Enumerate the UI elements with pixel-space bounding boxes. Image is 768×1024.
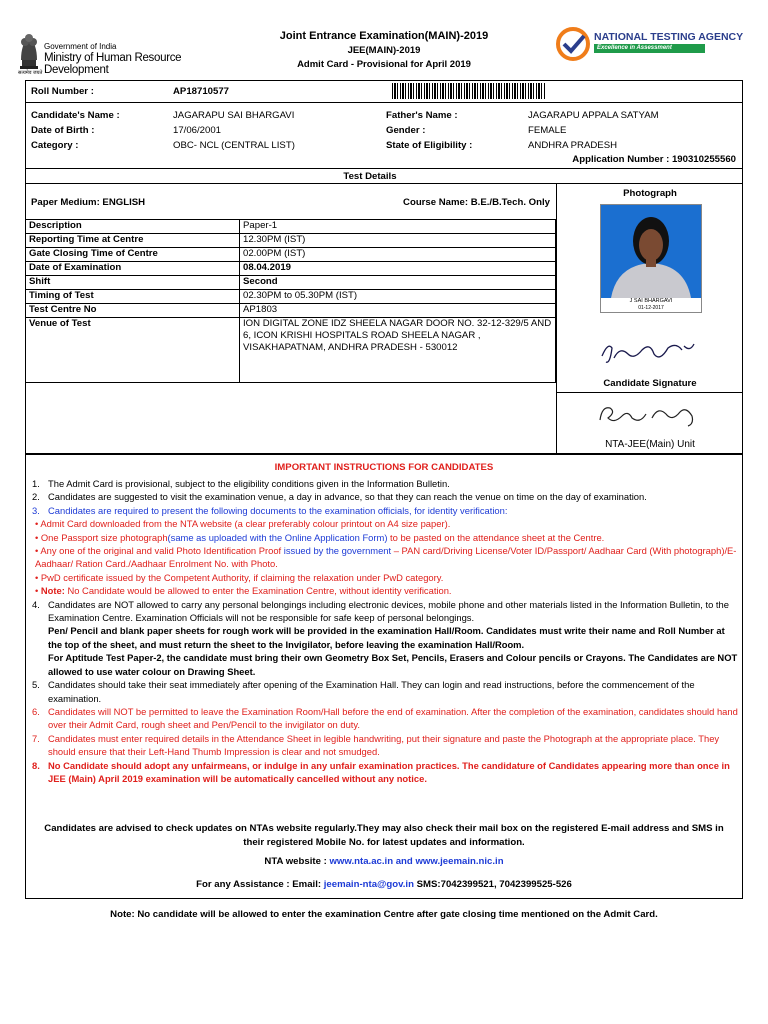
list-item: 7. Candidates must enter required details in the Attendance Sheet in legible handwriting, put their signature and paste the Photograph at the appropriate place. They should ensure that their Left-Hand Thumb Impression is clear and not smudged. [32, 732, 720, 758]
name-value: JAGARAPU SAI BHARGAVI [173, 110, 295, 121]
row-label: Date of Examination [26, 262, 240, 276]
email-link[interactable]: jeemain-nta@gov.in [323, 879, 414, 890]
table-row [26, 262, 556, 276]
dob-label: Date of Birth : [31, 125, 95, 136]
photo-caption-date: 01-12-2017 [638, 305, 664, 311]
gender-value: FEMALE [528, 125, 567, 136]
list-item: • PwD certificate issued by the Competent Authority, if claiming the relaxation under PwD category. [35, 571, 444, 583]
footer-note: Note: No candidate will be allowed to enter the examination Centre after gate closing time mentioned on the Admit Card. [110, 909, 658, 920]
footer-website: NTA website : www.nta.ac.in and www.jeemain.nic.in [264, 856, 504, 867]
father-label: Father's Name : [386, 110, 458, 121]
state-value: ANDHRA PRADESH [528, 140, 618, 151]
roll-label: Roll Number : [31, 86, 94, 97]
row-label: Shift [26, 276, 240, 290]
list-item: • Any one of the original and valid Photo Identification Proof issued by the government – PAN card/Driving License/Voter ID/Passport/ Aadhaar Card (With photograph)/E-Aadhaar/ Ration Card./Aadhaar Enrolment No. with Photo. [35, 545, 737, 570]
list-item: Pen/ Pencil and blank paper sheets for rough work will be provided in the examination Hall/Room. Candidates must write their name and Roll Number at the top of the sheet, and must return the sheet to the Invigilator, before leaving the examination Hall/Room. [48, 625, 725, 650]
nta-logo [556, 27, 756, 61]
gov-line2: Ministry of Human Resource Development [44, 52, 182, 76]
instructions-list [32, 477, 740, 785]
list-item: 8. No Candidate should adopt any unfairmeans, or indulge in any unfair examination practices. The candidature of Candidates appearing more than once in JEE (Main) April 2019 examination will be automatically cancelled without any notice. [32, 759, 730, 784]
list-item: 1. The Admit Card is provisional, subject to the eligibility conditions given in the Information Bulletin. [32, 478, 450, 489]
row-label: Reporting Time at Centre [26, 234, 240, 248]
gov-logo [18, 30, 218, 80]
exam-subtitle: JEE(MAIN)-2019 [347, 45, 421, 56]
father-value: JAGARAPU APPALA SATYAM [528, 110, 659, 121]
photo-heading: Photograph [623, 188, 677, 199]
row-value: Paper-1 [240, 220, 556, 234]
instructions-heading: IMPORTANT INSTRUCTIONS FOR CANDIDATES [274, 462, 494, 473]
footer-advice: Candidates are advised to check updates on NTAs website regularly.They may also check their mail box on the registered E-mail address and SMS in their registered Mobile No. for latest updates and information. [44, 823, 724, 848]
row-value: 02.30PM to 05.30PM (IST) [240, 290, 556, 304]
list-item: • One Passport size photograph(same as uploaded with the Online Application Form) to be pasted on the attendance sheet at the Centre. [35, 531, 605, 543]
website-link[interactable]: www.nta.ac.in and www.jeemain.nic.in [329, 856, 504, 867]
roll-value: AP18710577 [173, 86, 230, 97]
application-number: Application Number : 190310255560 [572, 154, 736, 165]
table-row [26, 290, 556, 304]
exam-title: Joint Entrance Examination(MAIN)-2019 [279, 30, 489, 42]
test-details-table [25, 219, 556, 383]
state-label: State of Eligibility : [386, 140, 473, 151]
venue-value: ION DIGITAL ZONE IDZ SHEELA NAGAR DOOR NO. 32-12-329/5 AND 6, ICON KRISHI HOSPITALS ROAD SHEELA NAGAR , VISAKHAPATNAM, ANDHRA PRADESH - 530012 [240, 318, 556, 383]
table-row [26, 276, 556, 290]
category-label: Category : [31, 140, 79, 151]
list-item: • Note: No Candidate would be allowed to enter the Examination Centre, without identity verification. [35, 585, 452, 597]
nta-name: NATIONAL TESTING AGENCY [594, 31, 744, 43]
table-row [26, 220, 556, 234]
candidate-signature-image [598, 338, 698, 370]
candidate-signature-label: Candidate Signature [603, 378, 697, 389]
row-value: 08.04.2019 [240, 262, 556, 276]
barcode-icon [392, 83, 546, 99]
photo-caption-name: J SAI BHARGAVI [629, 298, 673, 304]
category-value: OBC- NCL (CENTRAL LIST) [173, 140, 295, 151]
list-item: For Aptitude Test Paper-2, the candidate must bring their own Geometry Box Set, Pencils, Erasers and Colour pencils or Crayons. The Candidates are NOT allowed to use water colour on Drawing Sheet. [48, 652, 738, 677]
authority-signature-image [596, 400, 700, 430]
authority-label: NTA-JEE(Main) Unit [605, 439, 695, 450]
nta-logo-icon [556, 27, 590, 61]
test-details-heading: Test Details [343, 171, 397, 182]
dob-value: 17/06/2001 [173, 125, 222, 136]
table-row [26, 248, 556, 262]
candidate-photo [600, 204, 702, 313]
footer-assistance: For any Assistance : Email: jeemain-nta@gov.in SMS:7042399521, 7042399525-526 [196, 879, 572, 890]
list-item: 2. Candidates are suggested to visit the examination venue, a day in advance, so that they can reach the venue on time on the day of examination. [32, 491, 647, 503]
table-row [26, 318, 556, 383]
course-name: Course Name: B.E./B.Tech. Only [403, 197, 550, 208]
card-title: Admit Card - Provisional for April 2019 [297, 59, 471, 70]
ashoka-emblem-icon [18, 30, 40, 72]
gender-label: Gender : [386, 125, 426, 136]
list-item: 6. Candidates will NOT be permitted to leave the Examination Room/Hall before the end of examination. After the completion of the examination, candidates should hand over their Admit Card, rough sheet and Pen/Pencil to the invigilator on duty. [32, 705, 738, 731]
venue-label: Venue of Test [26, 318, 240, 383]
emblem-caption: सत्यमेव जयते [18, 70, 43, 76]
table-row [26, 304, 556, 318]
paper-medium: Paper Medium: ENGLISH [31, 197, 146, 208]
row-value: AP1803 [240, 304, 556, 318]
list-item: 4. Candidates are NOT allowed to carry any personal belongings including electronic devices, mobile phone and other materials listed in the Information Bulletin, to the Examination Centre. Examination Officials will not be responsible for safe keep of personal belongings. [32, 598, 729, 624]
row-label: Test Centre No [26, 304, 240, 318]
table-row [26, 234, 556, 248]
row-label: Gate Closing Time of Centre [26, 248, 240, 262]
nta-tagline: Excellence in Assessment [594, 44, 705, 53]
row-value: Second [240, 276, 556, 290]
list-item: • Admit Card downloaded from the NTA website (a clear preferably colour printout on A4 size paper). [35, 518, 451, 530]
gov-line1: Government of India [44, 42, 117, 51]
row-value: 02.00PM (IST) [240, 248, 556, 262]
row-value: 12.30PM (IST) [240, 234, 556, 248]
row-label: Description [26, 220, 240, 234]
name-label: Candidate's Name : [31, 110, 120, 121]
row-label: Timing of Test [26, 290, 240, 304]
list-item: 3. Candidates are required to present the following documents to the examination officials, for identity verification: [32, 504, 508, 516]
list-item: 5. Candidates should take their seat immediately after opening of the Examination Hall. They can login and read instructions, before the commencement of the examination. [32, 679, 695, 704]
